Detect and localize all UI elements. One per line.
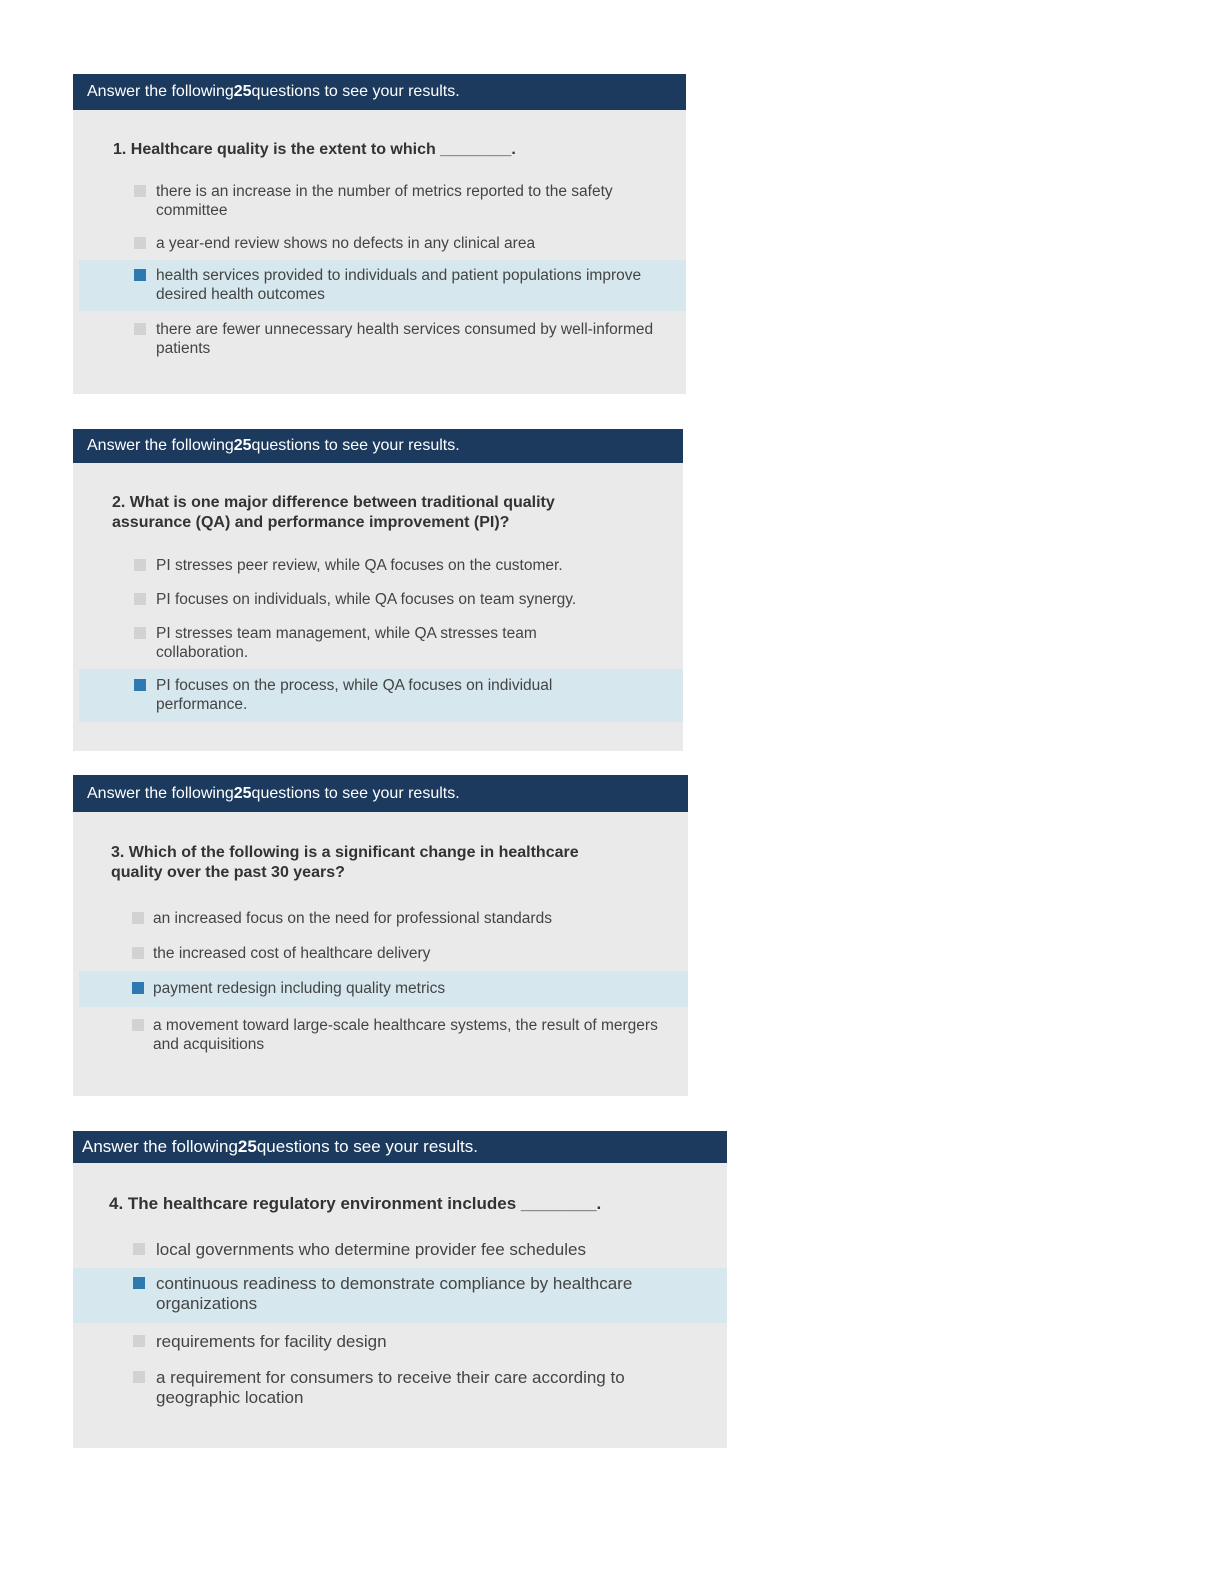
checkbox-icon[interactable] [132,912,144,924]
question-text: 3. Which of the following is a significant change in healthcare quality over the past 30 years? [111,844,579,881]
checkbox-icon[interactable] [134,185,146,197]
option-label: a requirement for consumers to receive their care according to geographic location [156,1368,625,1407]
option-label: local governments who determine provider fee schedules [156,1240,586,1259]
answer-option[interactable] [79,318,686,362]
checkbox-icon[interactable] [134,593,146,605]
answer-option-selected[interactable] [79,669,683,722]
question-count: 25 [233,83,252,100]
header-suffix: questions to see your results. [251,784,460,802]
header-prefix: Answer the following [87,437,234,454]
checkbox-icon[interactable] [133,1335,145,1347]
checkbox-checked-icon[interactable] [134,679,146,691]
option-label: PI stresses team management, while QA stresses team collaboration. [156,625,537,661]
option-label: there are fewer unnecessary health services consumed by well-informed patients [156,321,654,357]
checkbox-icon[interactable] [132,1019,144,1031]
panel-header [73,775,688,812]
quiz-panel-2 [73,429,683,751]
header-suffix: questions to see your results. [251,83,460,100]
answer-option[interactable] [79,1014,688,1058]
answer-option[interactable] [79,1331,727,1363]
quiz-panel-3 [73,775,688,1096]
checkbox-icon[interactable] [134,237,146,249]
checkbox-icon[interactable] [134,323,146,335]
option-label: there is an increase in the number of metrics reported to the safety committee [156,183,613,219]
option-label: PI stresses peer review, while QA focuses on the customer. [156,557,563,574]
question-text: 1. Healthcare quality is the extent to which ________. [113,141,516,158]
option-label: a year-end review shows no defects in any clinical area [156,235,536,252]
option-label: the increased cost of healthcare delivery [153,945,431,962]
question-count: 25 [233,784,252,802]
panel-header [73,429,683,463]
question-count: 25 [237,1137,257,1156]
checkbox-icon[interactable] [133,1243,145,1255]
answer-option[interactable] [79,942,688,972]
checkbox-icon[interactable] [134,559,146,571]
question-text: 2. What is one major difference between traditional quality assurance (QA) and performance improvement (PI)? [112,494,555,531]
option-label: PI focuses on individuals, while QA focuses on team synergy. [156,591,577,608]
quiz-panel-4 [73,1131,727,1448]
answer-option-selected[interactable] [79,260,686,311]
answer-option[interactable] [79,180,686,224]
answer-option[interactable] [79,622,683,666]
panel-header [73,74,686,110]
answer-option[interactable] [79,1367,727,1413]
question-count: 25 [233,437,252,454]
header-suffix: questions to see your results. [251,437,460,454]
panel-header [73,1131,727,1163]
header-prefix: Answer the following [87,83,234,100]
option-label: payment redesign including quality metrics [153,980,446,997]
checkbox-checked-icon[interactable] [134,269,146,281]
answer-option[interactable] [79,554,683,584]
option-label: requirements for facility design [156,1332,387,1351]
answer-option[interactable] [79,1239,727,1271]
question-text: 4. The healthcare regulatory environment includes ________. [109,1194,602,1213]
option-label: health services provided to individuals and patient populations improve desired health outcomes [156,267,642,303]
option-label: a movement toward large-scale healthcare systems, the result of mergers and acquisitions [153,1017,658,1053]
checkbox-icon[interactable] [132,947,144,959]
option-label: PI focuses on the process, while QA focuses on individual performance. [156,677,553,713]
quiz-panel-1 [73,74,686,394]
answer-option[interactable] [79,588,683,618]
option-label: an increased focus on the need for professional standards [153,910,552,927]
option-label: continuous readiness to demonstrate compliance by healthcare organizations [156,1274,633,1313]
checkbox-checked-icon[interactable] [132,982,144,994]
answer-option[interactable] [79,907,688,939]
answer-option-selected[interactable] [73,1268,727,1323]
answer-option-selected[interactable] [79,971,688,1007]
header-prefix: Answer the following [87,784,234,802]
checkbox-icon[interactable] [134,627,146,639]
header-suffix: questions to see your results. [256,1137,478,1156]
checkbox-icon[interactable] [133,1371,145,1383]
header-prefix: Answer the following [82,1137,238,1156]
checkbox-checked-icon[interactable] [133,1277,145,1289]
answer-option[interactable] [79,232,686,260]
